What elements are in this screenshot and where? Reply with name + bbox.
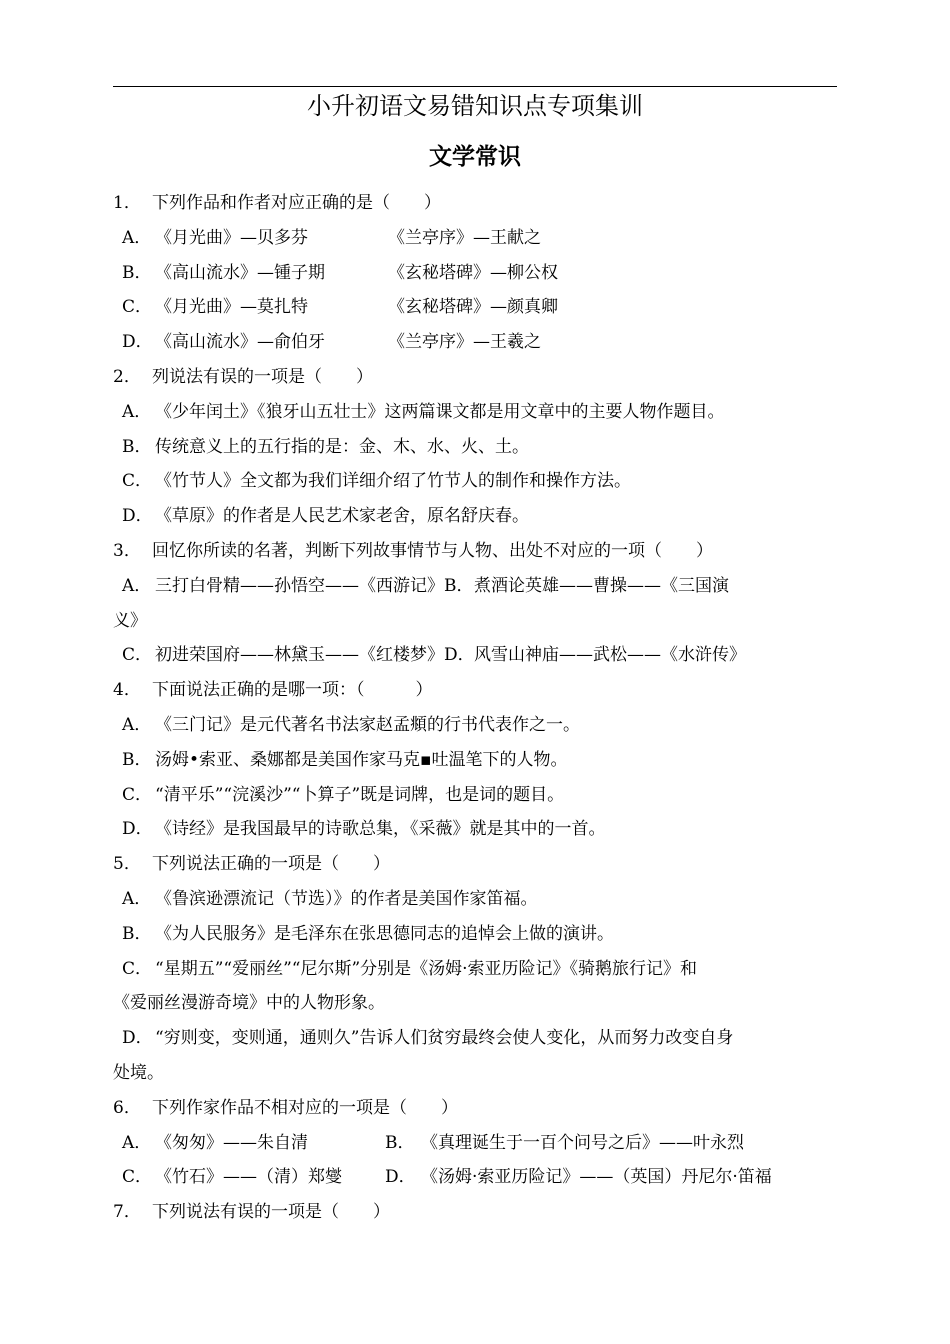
option-text-continued: 《爱丽丝漫游奇境》中的人物形象。 <box>113 993 385 1014</box>
option-text-right: 《玄秘塔碑》—颜真卿 <box>388 297 558 318</box>
question-2 <box>113 360 838 395</box>
option-label: B． <box>122 262 152 283</box>
option-label: D． <box>122 506 153 527</box>
document-title: 小升初语文易错知识点专项集训 <box>307 92 643 120</box>
option-text: 《匆匆》——朱自清 <box>155 1132 308 1153</box>
question-stem: 下面说法正确的是哪一项：（ ） <box>152 680 433 701</box>
option-5c <box>113 952 838 987</box>
question-number: 7． <box>113 1202 141 1223</box>
option-label: C． <box>122 297 153 318</box>
option-label: C． <box>122 958 153 979</box>
header-rule <box>113 86 837 87</box>
option-2c <box>113 464 838 499</box>
question-stem: 下列作家作品不相对应的一项是（ ） <box>152 1097 458 1118</box>
option-label: A． <box>122 714 152 735</box>
option-4a <box>113 708 838 743</box>
option-text-left: 《月光曲》—贝多芬 <box>155 227 308 248</box>
option-label: D． <box>122 332 153 353</box>
option-2d <box>113 499 838 534</box>
option-2b <box>113 430 838 465</box>
option-text: 《诗经》是我国最早的诗歌总集，《采薇》就是其中的一首。 <box>155 819 606 840</box>
option-4b <box>113 743 838 778</box>
option-label: A． <box>122 227 152 248</box>
question-1 <box>113 186 838 221</box>
question-number: 3． <box>113 540 141 561</box>
option-label: D． <box>122 1028 153 1049</box>
question-4 <box>113 673 838 708</box>
option-label: C． <box>122 471 153 492</box>
question-stem: 下列作品和作者对应正确的是（ ） <box>152 193 441 213</box>
option-label: A． <box>122 575 152 596</box>
option-1d <box>113 325 838 360</box>
question-number: 5． <box>113 854 141 875</box>
option-5a <box>113 882 838 917</box>
question-stem: 列说法有误的一项是（ ） <box>152 366 373 387</box>
option-label: B． <box>385 1132 415 1153</box>
option-1a <box>113 221 838 256</box>
option-text: 《竹石》——（清）郑燮 <box>155 1167 342 1188</box>
option-4c <box>113 778 838 813</box>
option-text: 汤姆•索亚、桑娜都是美国作家马克▪吐温笔下的人物。 <box>155 749 568 770</box>
question-6 <box>113 1091 838 1126</box>
option-5d <box>113 1021 838 1056</box>
option-label: C． <box>122 1167 153 1188</box>
option-label: C． <box>122 645 153 666</box>
option-text: 传统意义上的五行指的是：金、木、水、火、土。 <box>155 436 529 457</box>
option-label: A． <box>122 401 152 422</box>
option-text-right: 《兰亭序》—王羲之 <box>388 332 541 353</box>
option-text: 《竹节人》全文都为我们详细介绍了竹节人的制作和操作方法。 <box>155 471 631 492</box>
option-text: 《草原》的作者是人民艺术家老舍，原名舒庆春。 <box>155 506 529 527</box>
option-6cd <box>113 1160 838 1195</box>
question-5 <box>113 847 838 882</box>
option-4d <box>113 812 838 847</box>
question-3 <box>113 534 838 569</box>
option-label: D． <box>385 1167 416 1188</box>
question-number: 2． <box>113 366 141 387</box>
question-list <box>113 186 838 1230</box>
option-1c <box>113 290 838 325</box>
option-6ab <box>113 1126 838 1161</box>
option-text: “穷则变，变则通，通则久”告诉人们贫穷最终会使人变化，从而努力改变自身 <box>155 1028 734 1049</box>
option-label: D． <box>444 645 475 666</box>
option-label: B． <box>444 575 474 596</box>
option-3ab <box>113 569 838 604</box>
option-label: C． <box>122 784 153 805</box>
option-label: B． <box>122 749 152 770</box>
option-1b <box>113 256 838 291</box>
section-title: 文学常识 <box>429 144 521 170</box>
option-2a <box>113 395 838 430</box>
option-3cd <box>113 638 838 673</box>
option-text: 《真理诞生于一百个问号之后》——叶永烈 <box>421 1132 744 1153</box>
option-label: A． <box>122 888 152 909</box>
option-text-right: 《兰亭序》—王献之 <box>388 227 541 248</box>
option-text: 《三门记》是元代著名书法家赵孟頫的行书代表作之一。 <box>155 714 580 735</box>
option-5c-continued <box>113 986 838 1021</box>
option-text: 初进荣国府——林黛玉——《红楼梦》 <box>155 645 444 666</box>
question-number: 4． <box>113 680 141 701</box>
option-text: 《为人民服务》是毛泽东在张思德同志的追悼会上做的演讲。 <box>155 923 614 944</box>
option-label: B． <box>122 436 152 457</box>
option-text: 《少年闰土》《狼牙山五壮士》这两篇课文都是用文章中的主要人物作题目。 <box>155 401 725 422</box>
option-text-left: 《高山流水》—俞伯牙 <box>155 332 325 353</box>
option-text: “星期五”“爱丽丝”“尼尔斯”分别是《汤姆·索亚历险记》《骑鹅旅行记》和 <box>155 958 698 979</box>
question-number: 6． <box>113 1097 141 1118</box>
option-text-left: 《高山流水》—锺子期 <box>155 262 325 283</box>
question-7 <box>113 1195 838 1230</box>
option-text-left: 《月光曲》—莫扎特 <box>155 297 308 318</box>
question-stem: 下列说法正确的一项是（ ） <box>152 854 390 875</box>
option-text: 三打白骨精——孙悟空——《西游记》 <box>155 575 444 596</box>
option-5b <box>113 917 838 952</box>
question-stem: 下列说法有误的一项是（ ） <box>152 1202 390 1223</box>
option-text-right: 《玄秘塔碑》—柳公权 <box>388 262 558 283</box>
option-text: 煮酒论英雄——曹操——《三国演 <box>474 575 729 596</box>
option-label: B． <box>122 923 152 944</box>
option-text-continued: 处境。 <box>113 1062 164 1083</box>
option-5d-continued <box>113 1056 838 1091</box>
option-text-continued: 义》 <box>113 610 147 631</box>
option-text: 《汤姆·索亚历险记》——（英国）丹尼尔·笛福 <box>421 1167 772 1188</box>
option-label: D． <box>122 819 153 840</box>
question-stem: 回忆你所读的名著，判断下列故事情节与人物、出处不对应的一项（ ） <box>152 540 713 561</box>
question-number: 1． <box>113 193 141 213</box>
option-3b-continued <box>113 604 838 639</box>
option-text: 风雪山神庙——武松——《水浒传》 <box>474 645 746 666</box>
option-text: 《鲁滨逊漂流记（节选）》的作者是美国作家笛福。 <box>155 888 538 909</box>
option-text: “清平乐”“浣溪沙”“卜算子”既是词牌，也是词的题目。 <box>155 784 565 805</box>
option-label: A． <box>122 1132 152 1153</box>
